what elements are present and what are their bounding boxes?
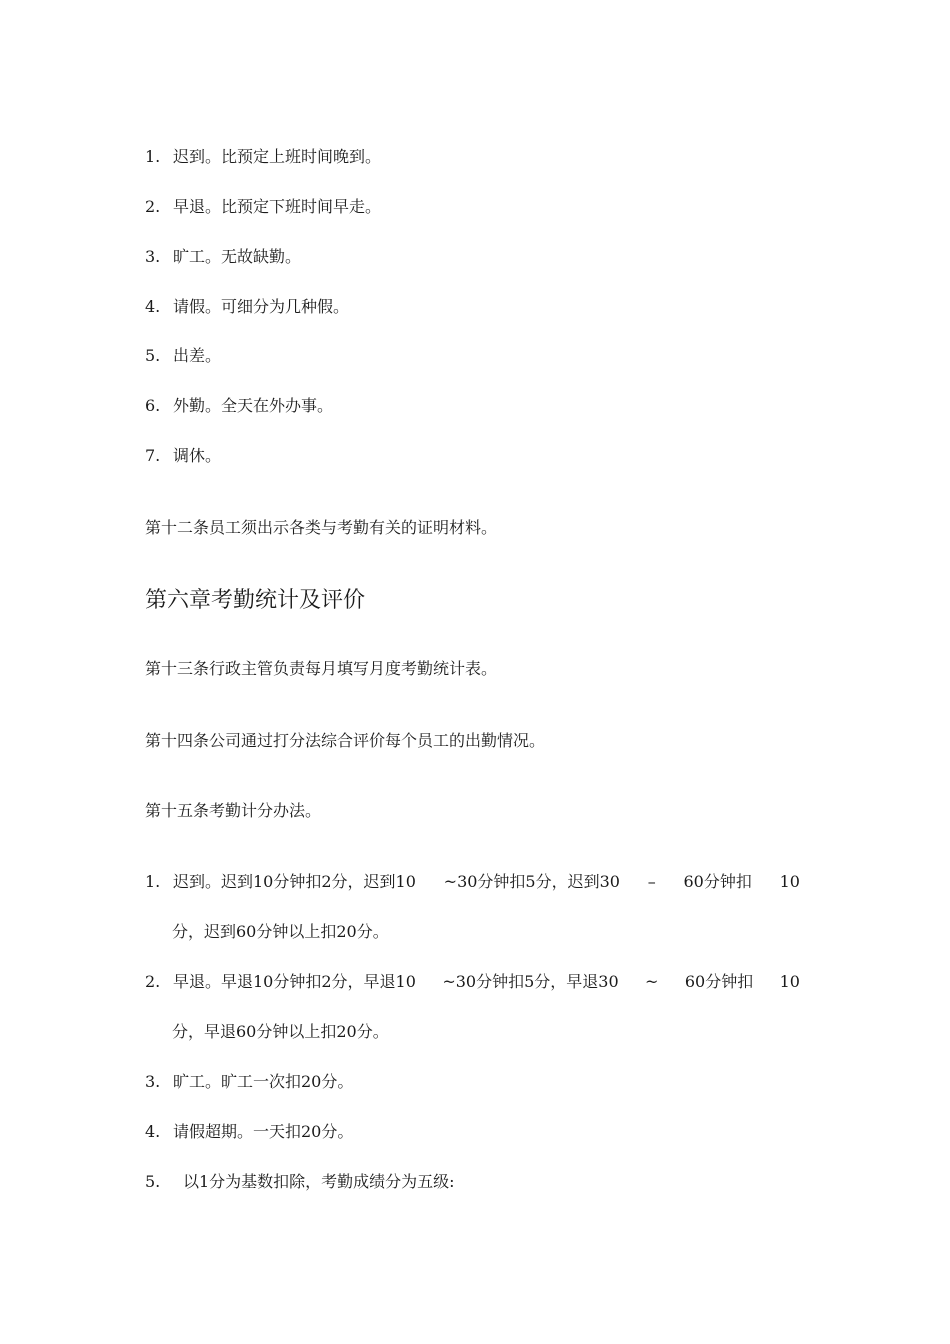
list-text: 旷工。旷工一次扣20分。 [173,1072,354,1091]
article-15: 第十五条考勤计分办法。 [145,801,322,820]
list-number: 1. [145,147,161,166]
article-13: 第十三条行政主管负责每月填写月度考勤统计表。 [145,659,498,678]
list-text-part: 60分钟扣 [683,872,752,891]
list-number: 3. [145,1072,161,1091]
list-item [145,1122,353,1142]
list-item [145,872,800,892]
list-number: 4. [145,297,161,316]
article-14: 第十四条公司通过打分法综合评价每个员工的出勤情况。 [145,731,546,750]
list-text: 请假超期。一天扣20分。 [173,1122,354,1141]
list-text-part: 10 [779,872,800,891]
list-text-part: ~30分钟扣5分，早退30 [442,972,619,991]
list-item [145,147,381,167]
list-item [145,972,800,992]
list-number: 6. [145,396,161,415]
list-number: 5. [145,346,161,365]
list-text: 以1分为基数扣除，考勤成绩分为五级: [183,1172,455,1191]
list-item [145,1172,455,1192]
list-text-part: 迟到。迟到10分钟扣2分，迟到10 [173,872,416,891]
list-item [145,346,221,366]
list-text-part: 早退。早退10分钟扣2分，早退10 [173,972,416,991]
article-12: 第十二条员工须出示各类与考勤有关的证明材料。 [145,518,498,537]
list-item [145,297,349,317]
list-number: 3. [145,247,161,266]
list-text-part: ~30分钟扣5分，迟到30 [443,872,620,891]
list-text: 迟到。比预定上班时间晚到。 [173,147,382,166]
list-item-continuation: 分，早退60分钟以上扣20分。 [172,1022,389,1041]
list-item [145,396,333,416]
list-number: 1. [145,872,161,891]
list-text-part: – [647,872,656,891]
list-text-part: 60分钟扣 [684,972,754,991]
list-text-part: 10 [779,972,800,991]
list-number: 2. [145,197,161,216]
list-text: 早退。比预定下班时间早走。 [173,197,382,216]
list-number: 5. [145,1172,161,1191]
list-item [145,1072,353,1092]
list-number: 2. [145,972,161,991]
chapter-heading: 第六章考勤统计及评价 [145,588,366,613]
list-number: 7. [145,446,161,465]
list-item [145,197,381,217]
list-number: 4. [145,1122,161,1141]
list-item [145,446,221,466]
list-text: 出差。 [173,346,222,365]
list-item [145,247,301,267]
list-text: 外勤。全天在外办事。 [173,396,334,415]
list-text: 请假。可细分为几种假。 [173,297,350,316]
list-text: 调休。 [173,446,222,465]
list-item-continuation: 分，迟到60分钟以上扣20分。 [172,922,389,941]
list-text: 旷工。无故缺勤。 [173,247,302,266]
list-text-part: ~ [645,972,659,991]
